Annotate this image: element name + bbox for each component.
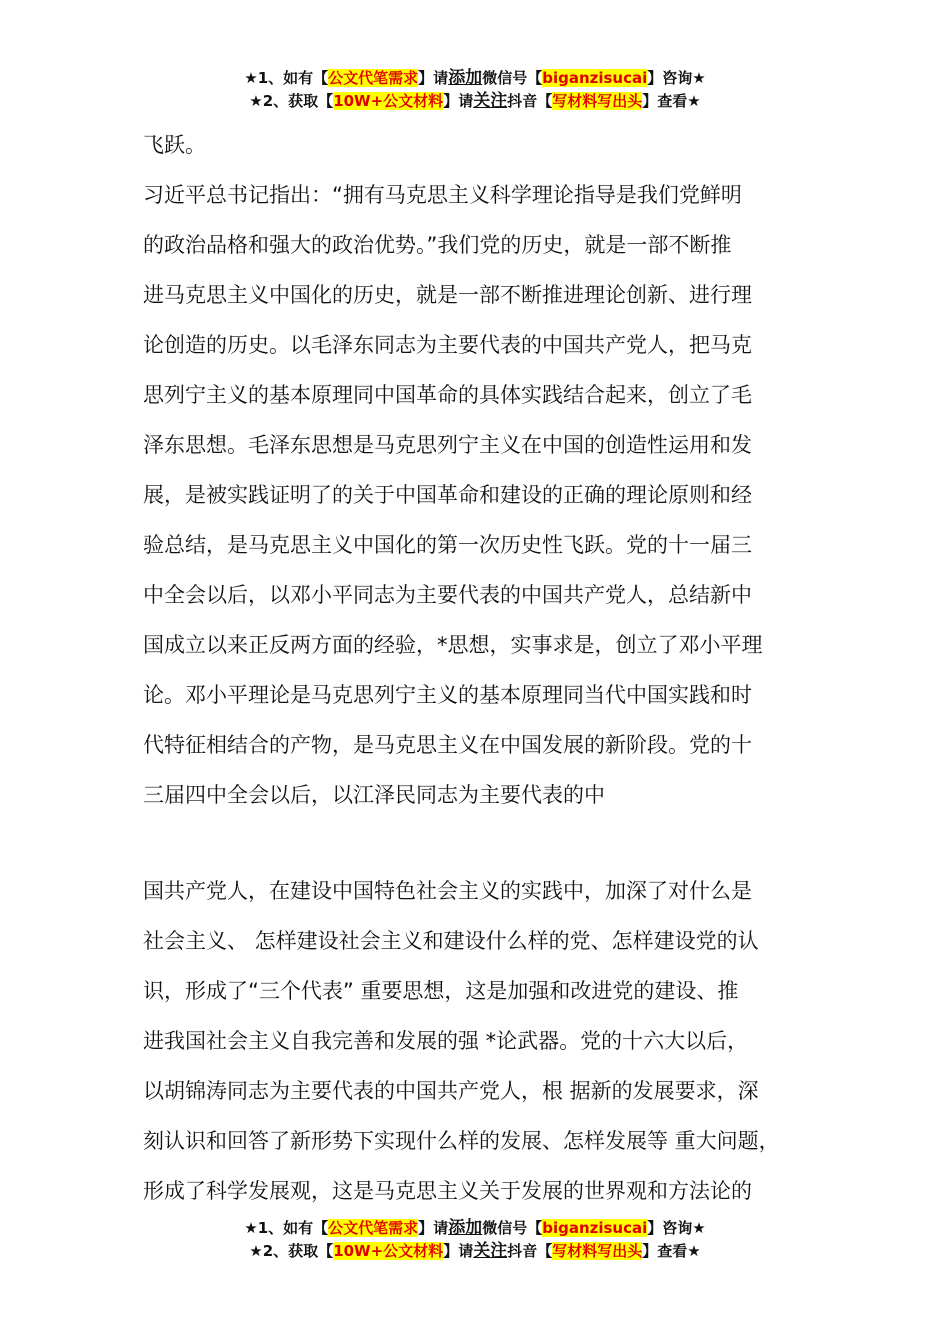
body-paragraph-block-2 <box>143 866 833 1216</box>
text-line: 进我国社会主义自我完善和发展的强 *论武器。党的十六大以后， <box>143 1029 749 1053</box>
header-line-1-emphasis: 添加 <box>448 68 483 88</box>
highlight-wechat-id: biganzisucai <box>542 1219 648 1237</box>
header-line-2-mid2: 抖音【 <box>507 92 553 110</box>
text-line: 论创造的历史。以毛泽东同志为主要代表的中国共产党人，把马克 <box>143 333 752 357</box>
footer-line-1-mid: 】请 <box>418 1219 449 1237</box>
text-line: 三届四中全会以后，以江泽民同志为主要代表的中 <box>143 783 605 807</box>
highlight-wechat-id: biganzisucai <box>542 69 648 87</box>
text-line: 社会主义、 怎样建设社会主义和建设什么样的党、怎样建设党的认 <box>143 929 759 953</box>
footer-line-1-prefix: ★1、如有【 <box>244 1219 329 1237</box>
highlight-douyin-account: 写材料写出头 <box>552 92 643 110</box>
header-line-1-mid2: 微信号【 <box>482 69 543 87</box>
footer-line-2-emphasis: 关注 <box>473 1241 508 1261</box>
highlight-ghostwriting: 公文代笔需求 <box>328 1219 419 1237</box>
header-line-2-mid: 】请 <box>443 92 474 110</box>
footer-banner <box>0 1217 950 1263</box>
header-line-2-prefix: ★2、获取【 <box>249 92 334 110</box>
footer-line-1-emphasis: 添加 <box>448 1218 483 1238</box>
footer-line-2-mid2: 抖音【 <box>507 1242 553 1260</box>
text-line: 验总结，是马克思主义中国化的第一次历史性飞跃。党的十一届三 <box>143 533 752 557</box>
text-line: 形成了科学发展观，这是马克思主义关于发展的世界观和方法论的 <box>143 1179 752 1203</box>
footer-line-2-suffix: 】查看★ <box>642 1242 701 1260</box>
text-line: 国成立以来正反两方面的经验，*思想，实事求是，创立了邓小平理 <box>143 633 763 657</box>
footer-line-1 <box>0 1217 950 1240</box>
text-line: 中全会以后，以邓小平同志为主要代表的中国共产党人，总结新中 <box>143 583 752 607</box>
header-line-1 <box>0 67 950 90</box>
text-line: 代特征相结合的产物，是马克思主义在中国发展的新阶段。党的十 <box>143 733 752 757</box>
text-line: 习近平总书记指出：“拥有马克思主义科学理论指导是我们党鲜明 <box>143 183 742 207</box>
text-line: 国共产党人，在建设中国特色社会主义的实践中，加深了对什么是 <box>143 879 752 903</box>
text-line: 论。邓小平理论是马克思列宁主义的基本原理同当代中国实践和时 <box>143 683 752 707</box>
header-line-2-emphasis: 关注 <box>473 91 508 111</box>
text-line: 以胡锦涛同志为主要代表的中国共产党人，根 据新的发展要求，深 <box>143 1079 759 1103</box>
highlight-materials: 10W+公文材料 <box>333 92 444 110</box>
text-line: 的政治品格和强大的政治优势。”我们党的历史，就是一部不断推 <box>143 233 732 257</box>
footer-line-1-suffix: 】咨询★ <box>647 1219 706 1237</box>
header-line-1-mid: 】请 <box>418 69 449 87</box>
header-line-2-suffix: 】查看★ <box>642 92 701 110</box>
highlight-materials: 10W+公文材料 <box>333 1242 444 1260</box>
body-paragraph-block-1 <box>143 120 833 820</box>
text-line: 思列宁主义的基本原理同中国革命的具体实践结合起来，创立了毛 <box>143 383 752 407</box>
footer-line-2 <box>0 1240 950 1263</box>
text-line: 泽东思想。毛泽东思想是马克思列宁主义在中国的创造性运用和发 <box>143 433 752 457</box>
footer-line-2-mid: 】请 <box>443 1242 474 1260</box>
text-line: 展，是被实践证明了的关于中国革命和建设的正确的理论原则和经 <box>143 483 752 507</box>
header-line-2 <box>0 90 950 113</box>
highlight-ghostwriting: 公文代笔需求 <box>328 69 419 87</box>
text-line: 飞跃。 <box>143 133 206 157</box>
text-line: 进马克思主义中国化的历史，就是一部不断推进理论创新、进行理 <box>143 283 752 307</box>
header-banner <box>0 67 950 113</box>
text-line: 刻认识和回答了新形势下实现什么样的发展、怎样发展等 重大问题， <box>143 1129 780 1153</box>
header-line-1-suffix: 】咨询★ <box>647 69 706 87</box>
footer-line-2-prefix: ★2、获取【 <box>249 1242 334 1260</box>
header-line-1-prefix: ★1、如有【 <box>244 69 329 87</box>
text-line: 识，形成了“三个代表” 重要思想，这是加强和改进党的建设、推 <box>143 979 739 1003</box>
highlight-douyin-account: 写材料写出头 <box>552 1242 643 1260</box>
footer-line-1-mid2: 微信号【 <box>482 1219 543 1237</box>
